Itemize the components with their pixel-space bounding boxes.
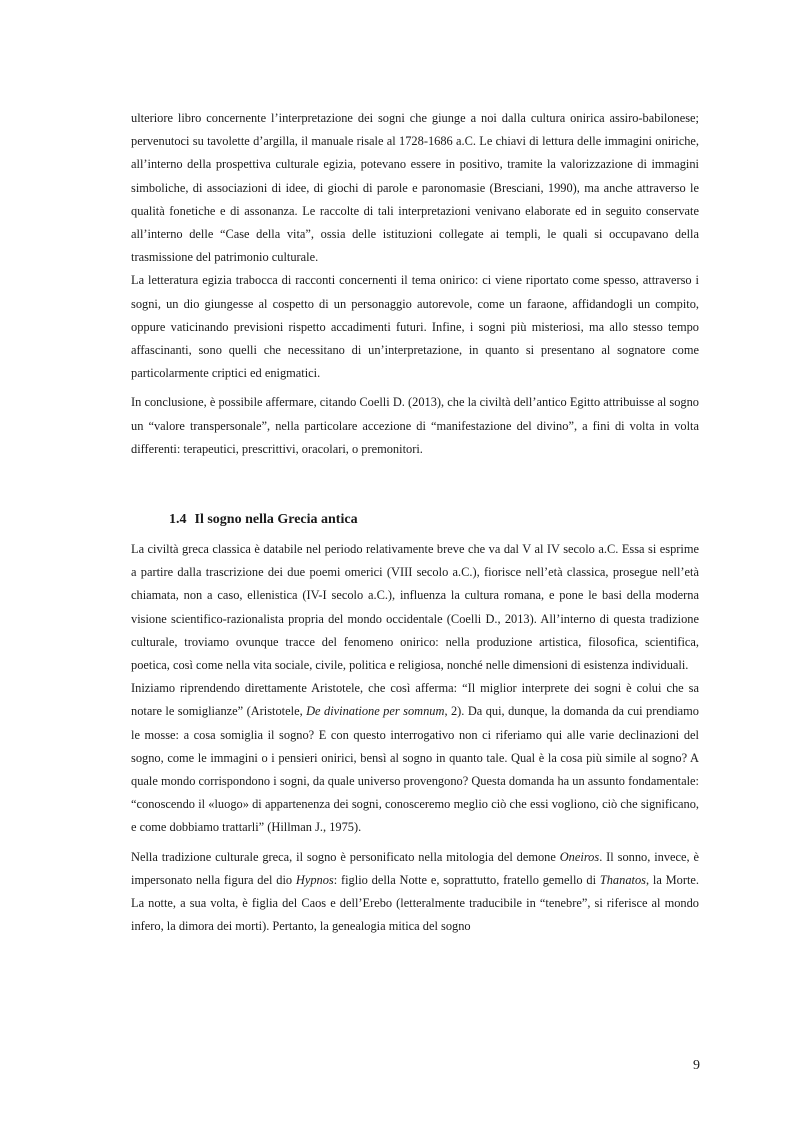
paragraph-greek-mythology: Nella tradizione culturale greca, il sogno è personificato nella mitologia del demone Oneiros. Il sonno, invece, è impersonato nella figura del dio Hypnos: figlio della Notte e, soprattutto, fratello gemello di Thanatos, la Morte. La notte, a sua volta, è figlia del Caos e dell’Erebo (letteralmente traducibile in “tenebre”, si riferisce al mondo infero, la dimora dei morti). Pertanto, la genealogia mitica del sogno xyxy=(131,849,699,934)
section-title: Il sogno nella Grecia antica xyxy=(194,512,358,528)
page-body xyxy=(131,107,699,939)
paragraph-egypt-conclusion: In conclusione, è possibile affermare, citando Coelli D. (2013), che la civiltà dell’antico Egitto attribuisse al sogno un “valore transpersonale”, nella particolare accezione di “manifestazione del divino”, a fini di volta in volta differenti: terapeutici, prescrittivi, oracolari, o premonitori. xyxy=(131,395,699,456)
paragraph-aristotle: Iniziamo riprendendo direttamente Aristotele, che così afferma: “Il miglior interprete dei sogni è colui che sa notare le somiglianze” (Aristotele, De divinatione per somnum, 2). Da qui, dunque, la domanda da cui prendiamo le mosse: a cosa somiglia il sogno? E con questo interrogativo non ci riferiamo qui alle varie declinazioni del sogno, come le immagini o i pensieri onirici, bensì al sogno in quanto tale. Qual è la cosa più simile al sogno? A quale mondo corrispondono i sogni, da quale universo provengono? Questa domanda ha un assunto fondamentale: “conoscendo il «luogo» di appartenenza dei sogni, conosceremo meglio ciò che essi vogliono, ciò che significano, e come dobbiamo trattarli” (Hillman J., 1975). xyxy=(131,681,700,835)
paragraph-greek-civilization: La civiltà greca classica è databile nel periodo relativamente breve che va dal V al IV secolo a.C. Essa si esprime a partire dalla trascrizione dei due poemi omerici (VIII secolo a.C.), fiorisce nell’età classica, prosegue nell’età chiamata, non a caso, ellenistica (IV-I secolo a.C.), influenza la cultura romana, e pone le basi della moderna visione scientifico-razionalista propria del mondo occidentale (Coelli D., 2013). All’interno di questa tradizione culturale, troviamo ovunque tracce del fenomeno onirico: nella produzione artistica, filosofica, scientifica, poetica, così come nella vita sociale, civile, politica e religiosa, nonché nelle dimensioni di esistenza individuali. xyxy=(131,542,699,673)
oneiros-name: Oneiros xyxy=(559,849,600,864)
section-number: 1.4 xyxy=(169,512,187,528)
page-number: 9 xyxy=(693,1058,700,1073)
work-title: De divinatione per somnum xyxy=(306,704,445,719)
thanatos-name: Thanatos xyxy=(599,872,646,887)
section-heading xyxy=(169,508,699,532)
paragraph-egyptian-dream-literature: La letteratura egizia trabocca di racconti concernenti il tema onirico: ci viene riportato come spesso, attraverso i sogni, un dio giungesse al cospetto di un personaggio autorevole, come un faraone, affidandogli un compito, oppure vaticinando previsioni rispetto accadimenti futuri. Infine, i sogni più misteriosi, ma allo stesso tempo affascinanti, sono quelli che necessitano di un’interpretazione, in quanto si presentano al sognatore come particolarmente criptici ed enigmatici. xyxy=(131,273,699,381)
paragraph-egyptian-dream-manual: ulteriore libro concernente l’interpretazione dei sogni che giunge a noi dalla cultura onirica assiro-babilonese; pervenutoci su tavolette d’argilla, il manuale risale al 1728-1686 a.C. Le chiavi di lettura delle immagini oniriche, all’interno della prospettiva culturale egizia, potevano essere in positivo, tramite la valorizzazione di immagini simboliche, di associazioni di idee, di giochi di parole e paronomasie (Bresciani, 1990), ma anche attraverso le qualità fonetiche e di assonanza. Le raccolte di tali interpretazioni venivano elaborate ed in seguito conservate all’interno delle “Case della vita”, ossia delle istituzioni collegate ai templi, le quali si occupavano della trasmissione del patrimonio culturale. xyxy=(131,111,699,265)
hypnos-name: Hypnos xyxy=(295,872,334,887)
